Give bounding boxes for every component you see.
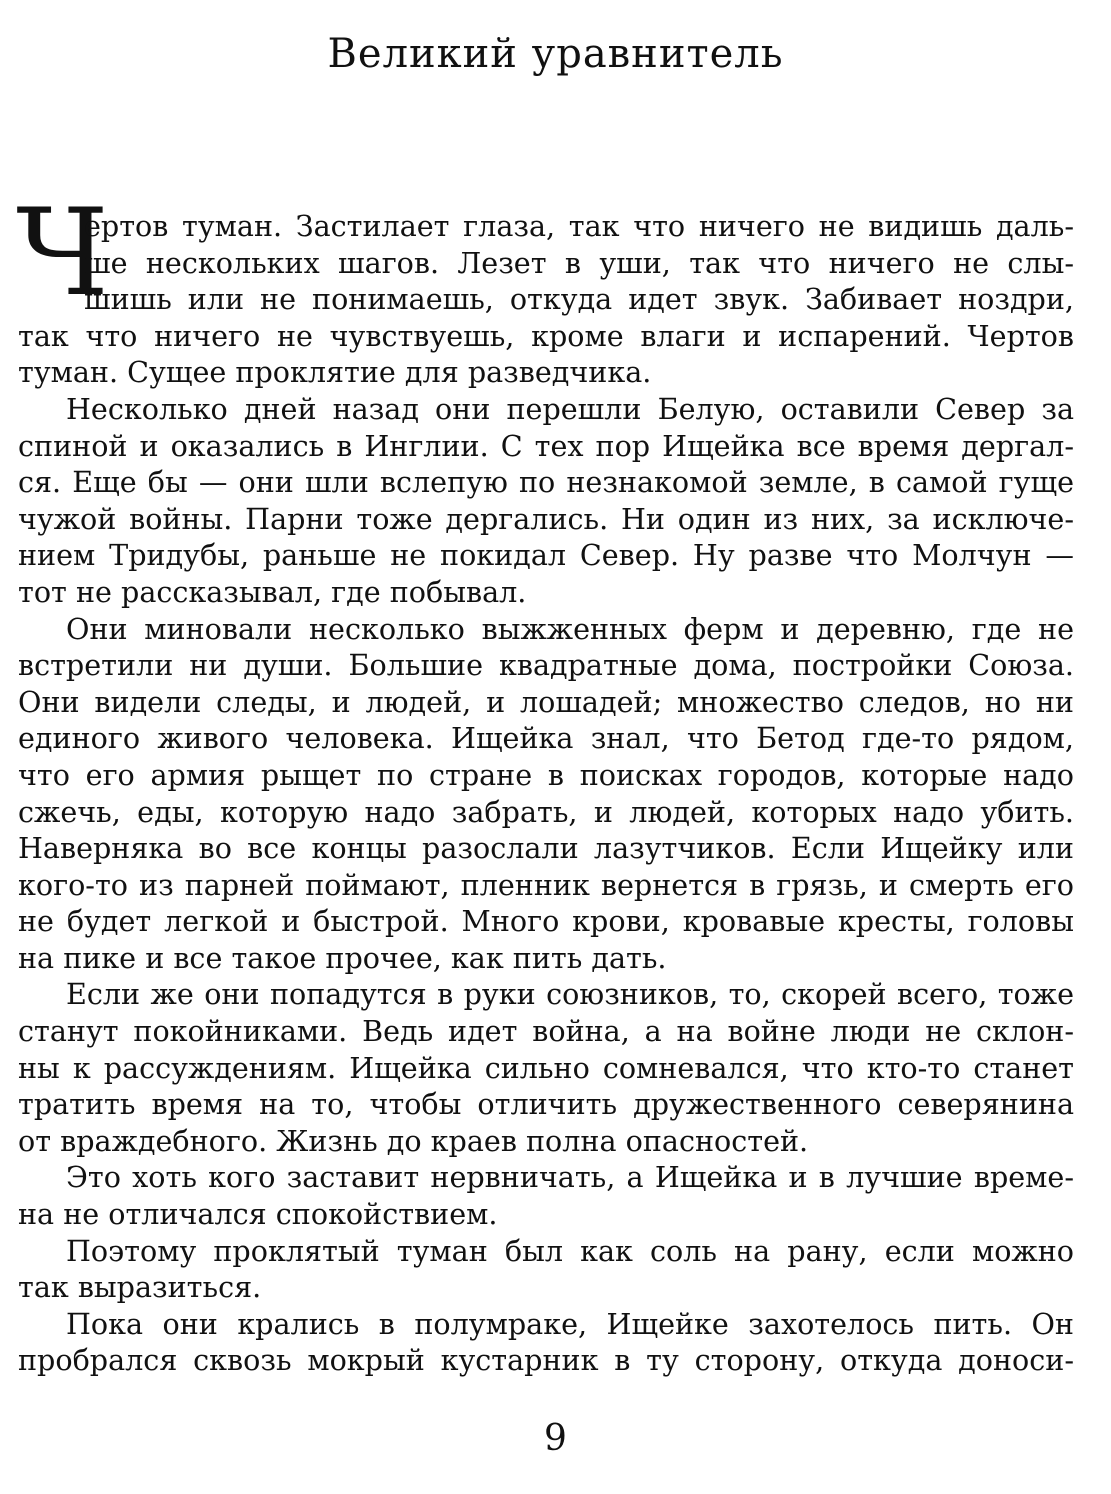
chapter-title: Великий уравнитель (327, 31, 784, 77)
text-line: единого живого человека. Ищейка знал, что Бетод где-то рядом, (18, 721, 1074, 756)
text-line: от враждебного. Жизнь до краев полна опасностей. (18, 1123, 809, 1158)
text-line: Несколько дней назад они перешли Белую, оставили Север за (66, 391, 1074, 426)
text-line: не будет легкой и быстрой. Много крови, кровавые кресты, головы (18, 904, 1074, 939)
text-line: нием Тридубы, раньше не покидал Север. Ну разве что Молчун — (18, 538, 1074, 573)
text-line: что его армия рыщет по стране в поисках городов, которые надо (18, 757, 1074, 792)
text-line: ертов туман. Застилает глаза, так что ничего не видишь даль- (84, 209, 1074, 243)
page-number: 9 (544, 1418, 567, 1459)
text-line: Они миновали несколько выжженных ферм и деревню, где не (66, 611, 1074, 646)
text-line: спиной и оказались в Инглии. С тех пор Ищейка все время дергал- (18, 428, 1074, 463)
body-text (18, 208, 1074, 1379)
text-line: тратить время на то, чтобы отличить дружественного северянина (18, 1087, 1074, 1122)
text-line: кого-то из парней поймают, пленник вернется в грязь, и смерть его (18, 867, 1074, 902)
drop-cap-letter: Ч (16, 184, 109, 323)
text-line: Поэтому проклятый туман был как соль на рану, если можно (66, 1233, 1074, 1268)
text-line: станут покойниками. Ведь идет война, а на войне люди не склон- (18, 1014, 1074, 1049)
text-line: сжечь, еды, которую надо забрать, и людей, которых надо убить. (18, 794, 1074, 829)
text-line: чужой войны. Парни тоже дергались. Ни один из них, за исключе- (18, 501, 1074, 536)
text-line: на не отличался спокойствием. (18, 1197, 498, 1232)
text-line: так что ничего не чувствуешь, кроме влаги и испарений. Чертов (18, 318, 1074, 353)
text-line: ны к рассуждениям. Ищейка сильно сомневался, что кто-то станет (18, 1050, 1074, 1085)
text-line: Наверняка во все концы разослали лазутчиков. Если Ищейку или (18, 831, 1074, 866)
text-line: Они видели следы, и людей, и лошадей; множество следов, но ни (18, 684, 1074, 719)
text-line: тот не рассказывал, где побывал. (18, 574, 527, 609)
text-line: туман. Сущее проклятие для разведчика. (18, 355, 652, 390)
text-line: встретили ни души. Большие квадратные дома, постройки Союза. (18, 648, 1074, 683)
text-line: Если же они попадутся в руки союзников, то, скорей всего, тоже (66, 977, 1074, 1012)
text-line: шишь или не понимаешь, откуда идет звук. Забивает ноздри, (84, 282, 1074, 317)
text-line: на пике и все такое прочее, как пить дать. (18, 940, 667, 975)
text-line: Это хоть кого заставит нервничать, а Ищейка и в лучшие време- (66, 1160, 1074, 1195)
text-line: ся. Еще бы — они шли вслепую по незнакомой земле, в самой гуще (18, 465, 1074, 500)
text-line: Пока они крались в полумраке, Ищейке захотелось пить. Он (66, 1306, 1074, 1341)
text-line: ше нескольких шагов. Лезет в уши, так что ничего не слы- (84, 245, 1074, 280)
text-line: пробрался сквозь мокрый кустарник в ту сторону, откуда доноси- (18, 1343, 1074, 1378)
text-line: так выразиться. (18, 1270, 262, 1305)
